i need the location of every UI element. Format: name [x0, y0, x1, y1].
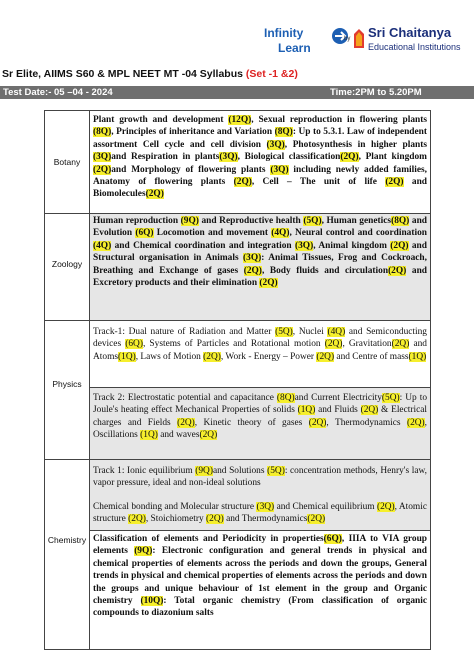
question-count-highlight: (2Q)	[233, 177, 252, 188]
test-date: Test Date:- 05 –04 - 2024	[3, 87, 113, 98]
syllabus-text-segment: and Chemical equilibrium	[274, 502, 377, 512]
physics-track2-text	[93, 389, 427, 442]
question-count-highlight: (5Q)	[303, 216, 322, 226]
question-count-highlight: (2Q)	[360, 405, 379, 416]
syllabus-text-segment: Track-1: Dual nature of Radiation and Matter	[93, 327, 276, 337]
question-count-highlight: (2Q)	[376, 502, 395, 512]
question-count-highlight: (2Q)	[177, 417, 195, 428]
title-text: Sr Elite, AIIMS S60 & MPL NEET MT -04 Syllabus	[2, 68, 243, 80]
brand-by: by	[344, 36, 351, 42]
question-count-highlight: (5Q)	[267, 466, 285, 476]
brand-sri-chaitanya: Sri Chaitanya	[368, 25, 452, 40]
syllabus-text-segment: , Gravitation	[342, 339, 392, 350]
question-count-highlight: (6Q)	[125, 339, 143, 350]
question-count-highlight: (3Q)	[256, 502, 275, 512]
question-count-highlight: (9Q)	[134, 546, 153, 557]
syllabus-text-segment: and Current Electricity	[294, 393, 382, 403]
syllabus-text-segment: , Biological classification	[237, 152, 341, 163]
syllabus-text-segment: Track 2: Electrostatic potential and capacitance	[93, 393, 277, 403]
syllabus-text-segment: and Chemical coordination and integration	[111, 240, 295, 251]
syllabus-text-segment: and Excretory products and their elimination	[93, 265, 427, 289]
syllabus-text-segment: & Electrical charges and Fields	[93, 405, 427, 428]
question-count-highlight: (1Q)	[140, 430, 158, 441]
chemistry-track1b-cell	[90, 498, 430, 530]
syllabus-text-segment: : Up to Joule's heating effect Mechanical Properties of solids	[93, 393, 428, 416]
question-count-highlight: (3Q)	[270, 164, 289, 175]
syllabus-text-segment: Track 1: Ionic equilibrium	[93, 466, 196, 476]
syllabus-text-segment: : Up to 5.3.1. Law of independent assortment Cell cycle and cell division	[93, 127, 427, 150]
syllabus-text-segment: , Nuclei	[292, 327, 328, 337]
syllabus-text-segment: , Thermodynamics	[326, 417, 407, 428]
subject-chemistry: Chemistry	[47, 535, 87, 545]
question-count-highlight: (2Q)	[243, 265, 262, 276]
question-count-highlight: (2Q)	[128, 514, 146, 525]
question-count-highlight: (4Q)	[271, 228, 290, 239]
header-logos	[258, 22, 468, 62]
subject-physics: Physics	[52, 379, 82, 389]
question-count-highlight: (8Q)	[276, 393, 295, 403]
botany-cell	[90, 113, 430, 213]
test-time: Time:2PM to 5.20PM	[330, 87, 422, 98]
question-count-highlight: (12Q)	[228, 115, 252, 125]
question-count-highlight: (2Q)	[390, 240, 409, 251]
question-count-highlight: (2Q)	[206, 514, 224, 525]
syllabus-text-segment: and Biomolecules	[93, 177, 427, 200]
chemistry-track1-text	[93, 461, 427, 490]
title-set: (Set -1 &2)	[245, 68, 298, 80]
subject-zoology: Zoology	[51, 259, 83, 269]
question-count-highlight: (3Q)	[93, 152, 112, 163]
question-count-highlight: (2Q)	[308, 417, 327, 428]
syllabus-text-segment: and Semiconducting devices	[93, 327, 427, 350]
syllabus-text-segment: and Solutions	[212, 466, 268, 476]
syllabus-text-segment: , Atomic structure	[93, 502, 427, 525]
question-count-highlight: (8Q)	[274, 127, 293, 138]
syllabus-table	[44, 110, 431, 650]
chemistry-track1b-text	[93, 499, 427, 526]
zoology-text	[93, 215, 427, 289]
syllabus-text-segment: , IIIA to VIA group elements	[93, 534, 427, 557]
question-count-highlight: (3Q)	[219, 152, 238, 163]
question-count-highlight: (2Q)	[145, 189, 164, 200]
syllabus-text-segment: , Cell – The unit of life	[251, 177, 386, 188]
syllabus-text-segment: Plant growth and development	[93, 115, 229, 125]
question-count-highlight: (2Q)	[316, 351, 335, 362]
question-count-highlight: (2Q)	[391, 339, 410, 350]
syllabus-text-segment: and Fluids	[315, 405, 361, 416]
question-count-highlight: (8Q)	[93, 127, 112, 138]
syllabus-text-segment: Classification of elements and Periodicity in properties	[93, 534, 324, 544]
syllabus-text-segment: : Animal Tissues, Frog and Cockroach, Breathing and Exchange of gases	[93, 253, 427, 276]
syllabus-text-segment: and Centre of mass	[334, 351, 409, 362]
physics-track1-text	[93, 322, 427, 363]
syllabus-text-segment: and Respiration in plants	[111, 152, 220, 163]
syllabus-text-segment: , Kinetic theory of gases	[194, 417, 309, 428]
syllabus-text-segment: , Photosynthesis in higher plants	[284, 139, 427, 150]
syllabus-text-segment: including newly added families, Anatomy of flowering plants	[93, 164, 427, 188]
question-count-highlight: (2Q)	[406, 417, 425, 428]
syllabus-text-segment: and Thermodynamics	[223, 514, 308, 525]
syllabus-text-segment: , Sexual reproduction in flowering plants	[251, 115, 427, 125]
question-count-highlight: (3Q)	[266, 139, 285, 150]
question-count-highlight: (8Q)	[391, 216, 410, 226]
brand-educational: Educational Institutions	[368, 42, 461, 52]
question-count-highlight: (2Q)	[93, 164, 112, 175]
syllabus-text-segment: and Morphology of flowering plants	[111, 164, 271, 175]
question-count-highlight: (4Q)	[327, 327, 346, 337]
question-count-highlight: (1Q)	[408, 351, 427, 362]
question-count-highlight: (6Q)	[323, 534, 342, 544]
question-count-highlight: (2Q)	[340, 152, 359, 163]
syllabus-text-segment: , Plant kingdom	[358, 152, 427, 163]
zoology-cell	[90, 214, 430, 320]
question-count-highlight: (2Q)	[259, 278, 278, 289]
syllabus-text-segment: : Electronic configuration and general trends in physical and chemical properties of elements across the periods and down the groups, General trends in physical and chemical properties of elements across the periods and down the groups and unique behaviour of 1st element in the group and Organic chemistry	[93, 546, 427, 607]
syllabus-text-segment: Locomotion and movement	[153, 228, 272, 239]
question-count-highlight: (2Q)	[388, 265, 407, 276]
question-count-highlight: (2Q)	[385, 177, 404, 188]
syllabus-text-segment: Human reproduction	[93, 216, 181, 226]
syllabus-text-segment: and waves	[157, 430, 200, 441]
question-count-highlight: (3Q)	[243, 253, 262, 264]
question-count-highlight: (1Q)	[118, 351, 136, 362]
question-count-highlight: (2Q)	[307, 514, 326, 525]
question-count-highlight: (5Q)	[275, 327, 293, 337]
syllabus-text-segment: , Body fluids and circulation	[261, 265, 389, 276]
question-count-highlight: (1Q)	[297, 405, 316, 416]
question-count-highlight: (9Q)	[180, 216, 199, 226]
brand-infinity: Infinity	[264, 26, 304, 40]
syllabus-text-segment: and Atoms	[93, 339, 427, 362]
question-count-highlight: (2Q)	[203, 351, 221, 362]
sri-chaitanya-mark-icon	[352, 28, 366, 50]
syllabus-text-segment: : concentration methods, Henry's law, vapor pressure, ideal and non-ideal solutions	[93, 466, 427, 489]
question-count-highlight: (2Q)	[199, 430, 218, 441]
subject-botany: Botany	[53, 157, 81, 167]
question-count-highlight: (9Q)	[195, 466, 213, 476]
syllabus-text-segment: and Evolution	[93, 216, 428, 239]
question-count-highlight: (3Q)	[294, 240, 314, 251]
question-count-highlight: (4Q)	[93, 240, 112, 251]
syllabus-text-segment: , Neural control and coordination	[289, 228, 427, 239]
syllabus-text-segment: , Human genetics	[321, 216, 392, 226]
syllabus-text-segment: , Oscillations	[93, 417, 427, 441]
date-bar	[0, 86, 474, 99]
question-count-highlight: (2Q)	[324, 339, 343, 350]
syllabus-text-segment: , Systems of Particles and Rotational motion	[142, 339, 325, 350]
physics-track1-cell	[90, 321, 430, 387]
physics-track2-cell	[90, 388, 430, 459]
brand-learn: Learn	[278, 41, 311, 55]
syllabus-text-segment: and Structural organisation in Animals	[93, 240, 427, 264]
syllabus-text-segment: , Principles of inheritance and Variation	[111, 127, 275, 138]
chemistry-track2-cell	[90, 531, 430, 651]
syllabus-text-segment: and Reproductive health	[198, 216, 304, 226]
question-count-highlight: (10Q)	[140, 596, 164, 607]
question-count-highlight: (6Q)	[135, 228, 154, 239]
page-title	[2, 68, 298, 80]
syllabus-text-segment: : Total organic chemistry (From classification of organic compounds to diazonium salts	[93, 596, 427, 619]
syllabus-text-segment: , Stoichiometry	[145, 514, 207, 525]
syllabus-text-segment: , Animal kingdom	[313, 240, 391, 251]
syllabus-text-segment: Chemical bonding and Molecular structure	[93, 502, 257, 512]
chemistry-track1-cell	[90, 460, 430, 498]
chemistry-track2-text	[93, 532, 427, 620]
botany-text	[93, 114, 427, 201]
syllabus-text-segment: , Laws of Motion	[135, 351, 204, 362]
syllabus-text-segment: , Work - Energy – Power	[220, 351, 317, 362]
question-count-highlight: (5Q)	[381, 393, 400, 403]
